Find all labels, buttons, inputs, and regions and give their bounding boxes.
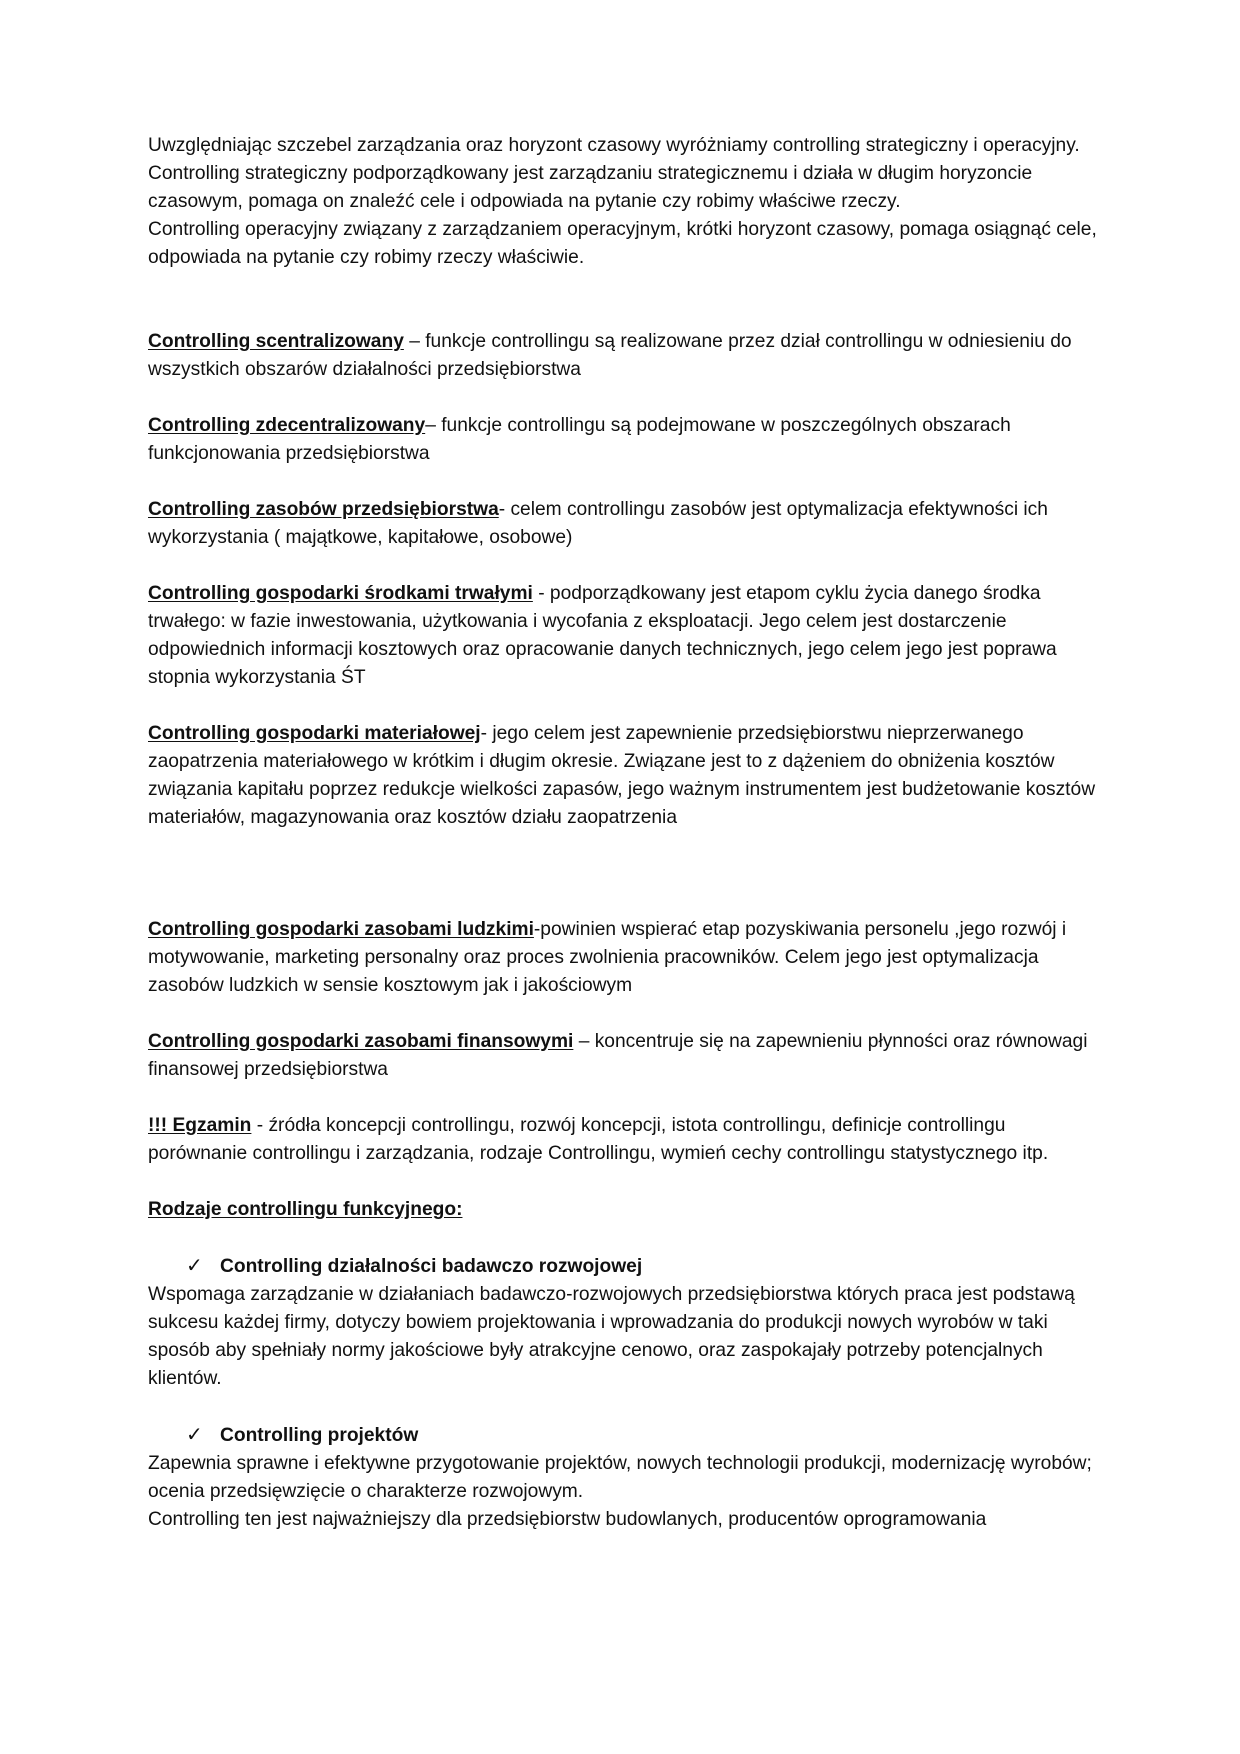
type-heading-badawczo-rozwojowy	[186, 1252, 1108, 1281]
definition-term: Controlling zdecentralizowany	[148, 415, 426, 436]
definition-text: - podporządkowany jest etapom cyklu życia danego środka trwałego: w fazie inwestowania, użytkowania i wycofania z eksploatacji. Jego celem jest dostarczenie odpowiednich informacji kosztowych oraz opracowanie danych technicznych, jego celem jego jest poprawa stopnia wykorzystania ŚT	[148, 583, 1057, 688]
type-description: Zapewnia sprawne i efektywne przygotowanie projektów, nowych technologii produkcji, modernizację wyrobów; ocenia przedsięwzięcie o charakterze rozwojowym.	[148, 1453, 1092, 1502]
definition-term: Controlling gospodarki środkami trwałymi	[148, 583, 533, 604]
type-description: Controlling ten jest najważniejszy dla przedsiębiorstw budowlanych, producentów oprogramowania	[148, 1509, 987, 1530]
definition-zasobow	[148, 496, 1108, 552]
definition-text: - celem controllingu zasobów jest optymalizacja efektywności ich wykorzystania ( majątkowe, kapitałowe, osobowe)	[148, 499, 1048, 548]
definition-materialowa	[148, 720, 1108, 832]
exam-text: - źródła koncepcji controllingu, rozwój koncepcji, istota controllingu, definicje controllingu porównanie controllingu i zarządzania, rodzaje Controllingu, wymień cechy controllingu statystycznego itp.	[148, 1115, 1049, 1164]
checkmark-icon: ✓	[186, 1424, 203, 1446]
definition-term: Controlling scentralizowany	[148, 331, 404, 352]
definition-text: – funkcje controllingu są podejmowane w poszczególnych obszarach funkcjonowania przedsiębiorstwa	[148, 415, 1011, 464]
definition-text: - jego celem jest zapewnienie przedsiębiorstwu nieprzerwanego zaopatrzenia materiałowego w krótkim i długim okresie. Związane jest to z dążeniem do obniżenia kosztów związania kapitału poprzez redukcje wielkości zapasów, jego ważnym instrumentem jest budżetowanie kosztów materiałów, magazynowania oraz kosztów działu zaopatrzenia	[148, 723, 1096, 828]
type-title: Controlling projektów	[220, 1425, 419, 1446]
section-heading: Rodzaje controllingu funkcyjnego:	[148, 1199, 463, 1220]
definition-finansowe	[148, 1028, 1108, 1084]
definition-zdecentralizowany	[148, 412, 1108, 468]
definition-text: -powinien wspierać etap pozyskiwania personelu ,jego rozwój i motywowanie, marketing personalny oraz proces zwolnienia pracowników. Celem jego jest optymalizacja zasobów ludzkich w sensie kosztowym jak i jakościowym	[148, 919, 1067, 996]
definition-text: – funkcje controllingu są realizowane przez dział controllingu w odniesieniu do wszystkich obszarów działalności przedsiębiorstwa	[148, 331, 1072, 380]
exam-label: !!! Egzamin	[148, 1115, 252, 1136]
definition-ludzkie	[148, 916, 1108, 1000]
checkmark-icon: ✓	[186, 1255, 203, 1277]
exam-note	[148, 1112, 1108, 1168]
type-title: Controlling działalności badawczo rozwojowej	[220, 1256, 643, 1277]
intro-paragraph-3: Controlling operacyjny związany z zarządzaniem operacyjnym, krótki horyzont czasowy, pomaga osiągnąć cele, odpowiada na pytanie czy robimy rzeczy właściwie.	[148, 219, 1097, 268]
intro-paragraph-1: Uwzględniając szczebel zarządzania oraz horyzont czasowy wyróżniamy controlling strategiczny i operacyjny.	[148, 135, 1080, 156]
type-heading-projekty	[186, 1421, 1108, 1450]
definition-term: Controlling gospodarki materiałowej	[148, 723, 481, 744]
definition-term: Controlling gospodarki zasobami ludzkimi	[148, 919, 534, 940]
definition-term: Controlling zasobów przedsiębiorstwa	[148, 499, 499, 520]
type-description: Wspomaga zarządzanie w działaniach badawczo-rozwojowych przedsiębiorstwa których praca jest podstawą sukcesu każdej firmy, dotyczy bowiem projektowania i wprowadzania do produkcji nowych wyrobów w taki sposób aby spełniały normy jakościowe były atrakcyjne cenowo, oraz zaspokajały potrzeby potencjalnych klientów.	[148, 1284, 1075, 1389]
definition-term: Controlling gospodarki zasobami finansowymi	[148, 1031, 574, 1052]
definition-text: – koncentruje się na zapewnieniu płynności oraz równowagi finansowej przedsiębiorstwa	[148, 1031, 1088, 1080]
document-page	[148, 132, 1108, 1534]
intro-paragraph-2: Controlling strategiczny podporządkowany jest zarządzaniu strategicznemu i działa w długim horyzoncie czasowym, pomaga on znaleźć cele i odpowiada na pytanie czy robimy właściwe rzeczy.	[148, 163, 1033, 212]
definition-srodki-trwale	[148, 580, 1108, 692]
definition-scentralizowany	[148, 328, 1108, 384]
